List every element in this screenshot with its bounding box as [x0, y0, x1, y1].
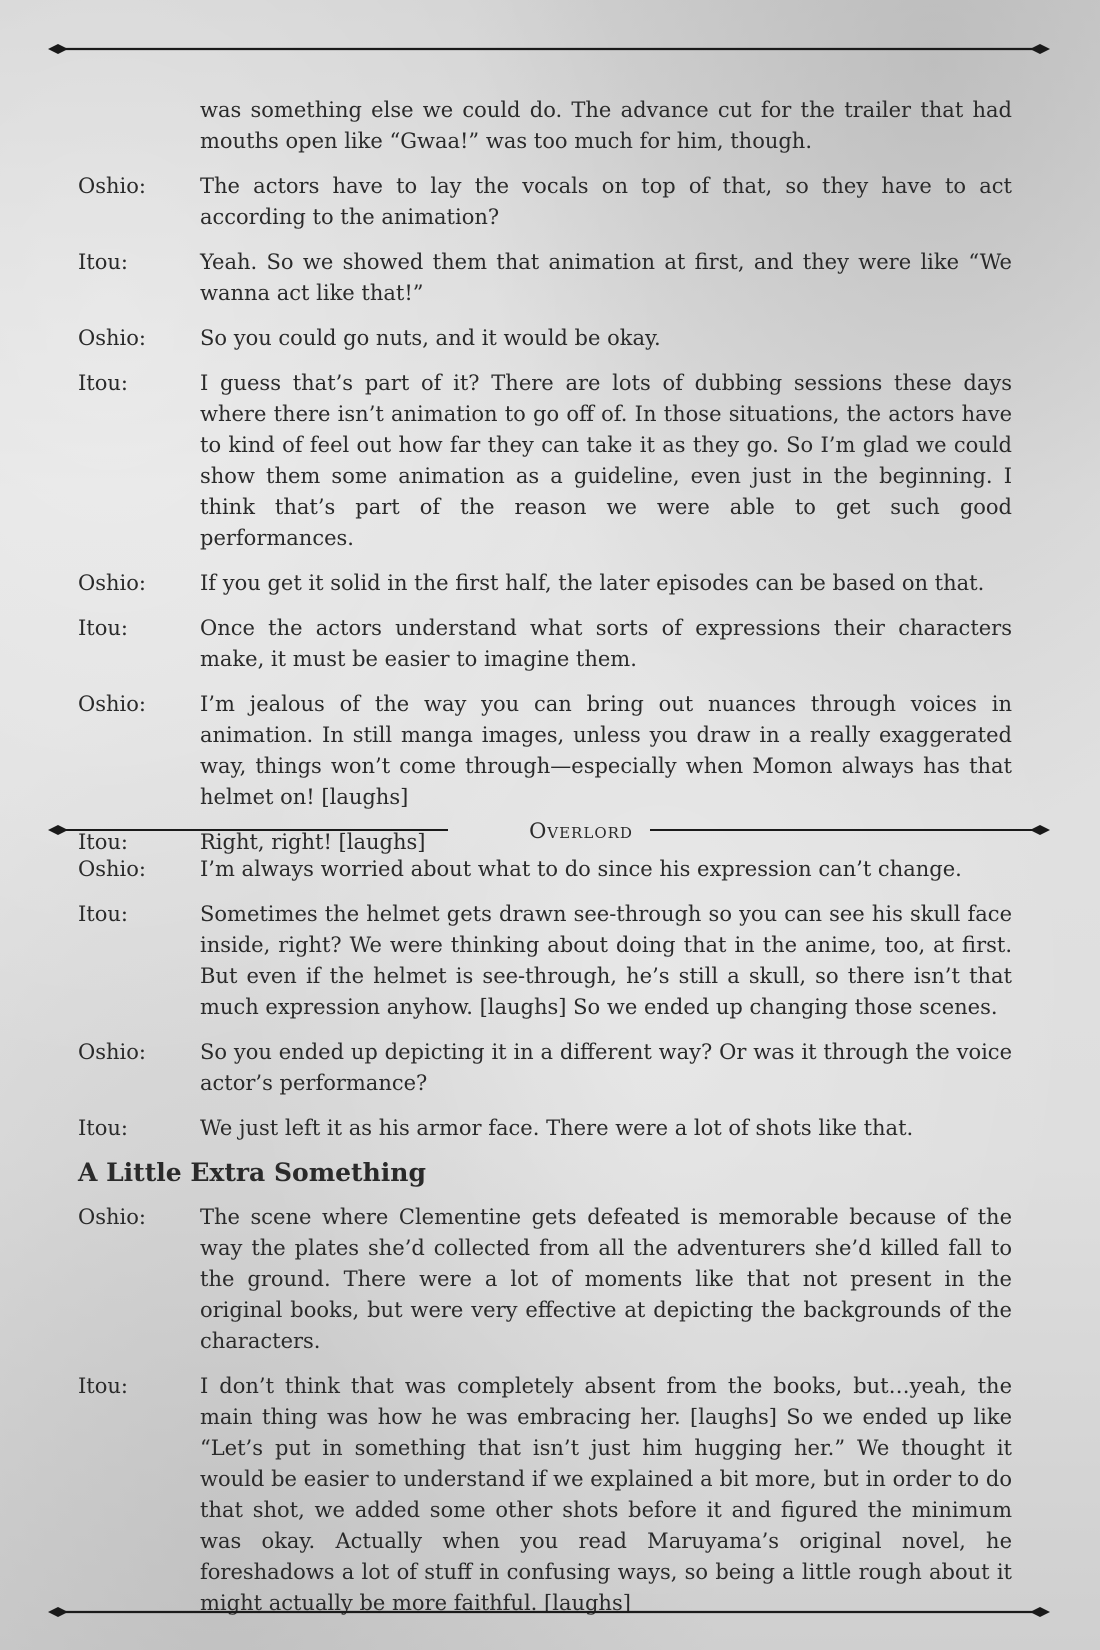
- dialogue-entry: [78, 171, 1012, 233]
- speaker-name: Itou:: [78, 1374, 128, 1398]
- dialogue-entry: [78, 854, 1012, 885]
- speaker-name: Itou:: [78, 371, 128, 395]
- top-ornamental-rule: [48, 39, 1050, 59]
- dialogue-entry: [78, 247, 1012, 309]
- dialogue-block-1: [78, 95, 1012, 872]
- speaker-name: Oshio:: [78, 571, 146, 595]
- speaker-name: [78, 95, 200, 157]
- divider-diamond-right: [1030, 824, 1050, 836]
- dialogue-text: We just left it as his armor face. There were a lot of shots like that.: [200, 1116, 914, 1140]
- dialogue-text: So you could go nuts, and it would be okay.: [200, 326, 661, 350]
- dialogue-text: The scene where Clementine gets defeated is memorable because of the way the plates she’d collected from all the adventurers she’d killed fall to the ground. There were a lot of moments like that not present in the original books, but were very effective at depicting the backgrounds of the characters.: [200, 1205, 1012, 1353]
- dialogue-text: I don’t think that was completely absent from the books, but…yeah, the main thing was how he was embracing her. [laughs] So we ended up like “Let’s put in something that isn’t just him hugging her.” We thought it would be easier to understand if we explained a bit more, but in order to do that shot, we added some other shots before it and figured the minimum was okay. Actually when you read Maruyama’s original novel, he foreshadows a lot of stuff in confusing ways, so being a little rough about it might actually be more faithful. [laughs]: [200, 1374, 1012, 1615]
- dialogue-block-2: [78, 854, 1012, 1633]
- dialogue-text: Yeah. So we showed them that animation at first, and they were like “We wanna act like that!”: [200, 250, 1012, 305]
- speaker-name: Oshio:: [78, 174, 146, 198]
- dialogue-text: Right, right! [laughs]: [200, 830, 426, 854]
- dialogue-entry: [78, 1371, 1012, 1619]
- speaker-name: Itou:: [78, 616, 128, 640]
- dialogue-entry: [78, 368, 1012, 554]
- speaker-name: Itou:: [78, 902, 128, 926]
- dialogue-entry: [78, 613, 1012, 675]
- dialogue-entry: [78, 1202, 1012, 1357]
- speaker-name: Oshio:: [78, 1205, 146, 1229]
- speaker-name: Oshio:: [78, 1040, 146, 1064]
- dialogue-entry: [78, 323, 1012, 354]
- dialogue-text: Once the actors understand what sorts of expressions their characters make, it must be easier to imagine them.: [200, 616, 1012, 671]
- dialogue-text: I guess that’s part of it? There are lots of dubbing sessions these days where there isn’t animation to go off of. In those situations, the actors have to kind of feel out how far they can take it as they go. So I’m glad we could show them some animation as a guideline, even just in the beginning. I think that’s part of the reason we were able to get such good performances.: [200, 371, 1012, 550]
- dialogue-text: If you get it solid in the first half, the later episodes can be based on that.: [200, 571, 985, 595]
- section-heading: A Little Extra Something: [78, 1158, 426, 1187]
- dialogue-entry: [78, 568, 1012, 599]
- dialogue-text: So you ended up depicting it in a different way? Or was it through the voice actor’s performance?: [200, 1040, 1012, 1095]
- dialogue-text: Sometimes the helmet gets drawn see-through so you can see his skull face inside, right? We were thinking about doing that in the anime, too, at first. But even if the helmet is see-through, he’s still a skull, so there isn’t that much expression anyhow. [laughs] So we ended up changing those scenes.: [200, 902, 1012, 1019]
- dialogue-text: was something else we could do. The advance cut for the trailer that had mouths open like “Gwaa!” was too much for him, though.: [200, 98, 1012, 153]
- speaker-name: Itou:: [78, 830, 128, 854]
- book-title: Overlord: [529, 819, 633, 843]
- dialogue-entry: [78, 1037, 1012, 1099]
- dialogue-text: The actors have to lay the vocals on top of that, so they have to act according to the animation?: [200, 174, 1012, 229]
- speaker-name: Itou:: [78, 1116, 128, 1140]
- dialogue-entry: [78, 689, 1012, 813]
- dialogue-entry: [78, 95, 1012, 157]
- divider-line-left: [48, 828, 448, 832]
- dialogue-entry: [78, 899, 1012, 1023]
- speaker-name: Itou:: [78, 250, 128, 274]
- title-divider: [48, 818, 1050, 844]
- divider-line-right: [650, 828, 1050, 832]
- divider-diamond-left: [48, 824, 68, 836]
- dialogue-text: I’m always worried about what to do since his expression can’t change.: [200, 857, 962, 881]
- speaker-name: Oshio:: [78, 857, 146, 881]
- speaker-name: Oshio:: [78, 692, 146, 716]
- bottom-ornamental-rule: [48, 1602, 1050, 1622]
- dialogue-text: I’m jealous of the way you can bring out nuances through voices in animation. In still manga images, unless you draw in a really exaggerated way, things won’t come through—especially when Momon always has that helmet on! [laughs]: [200, 692, 1012, 809]
- speaker-name: Oshio:: [78, 326, 146, 350]
- dialogue-entry: [78, 1113, 1012, 1144]
